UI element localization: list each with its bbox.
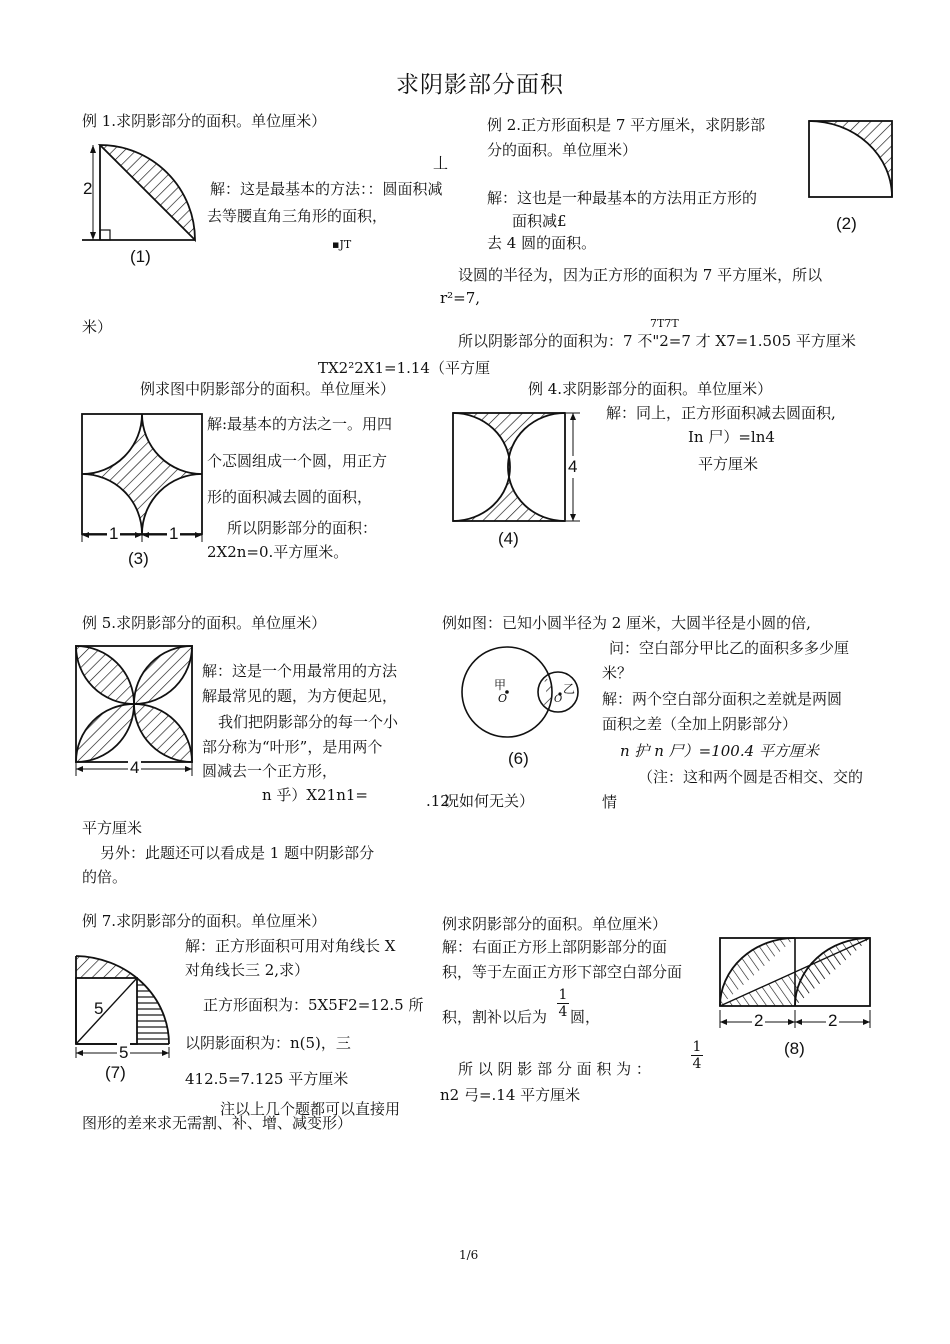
figure-1 [78,140,208,270]
ex8-fraction-1 [557,988,569,1019]
ex2-heading-line1: 例 2.正方形面积是 7 平方厘米，求阴影部 [487,116,766,134]
ex5-solution-line6: n 乎）X21n1= [262,786,368,804]
fig7-dim-bottom: 5 [119,1043,129,1062]
ex5-solution-line5: 圆减去一个正方形， [202,762,338,780]
ex1-solution-line2: 去等腰直角三角形的面积， [207,207,388,225]
ex1-solution-line1: 解：这是最基本的方法：：圆面积减 [210,180,443,198]
ex4-solution-line2: In 尸）=ln4 [688,428,775,446]
ex7-note-line1: 注以上几个题都可以直接用 [220,1100,401,1118]
figure-4 [448,408,588,558]
ex6-note-line1: （注：这和两个圆是否相交、交的 [638,768,864,786]
ex7-solution-line2: 对角线长三 2,求） [185,961,310,979]
ex6-solution-line3: n 护 n 尸）=100.4 平方厘米 [620,742,819,760]
ex8-solution-line3a: 积，割补以后为 [442,1008,548,1026]
fig3-label: (3) [128,549,149,568]
ex2-solution-line5: r²=7, [440,289,481,307]
ex8-fraction-2-num: 1 [692,1039,702,1055]
fig6-center-big: O [498,692,508,705]
ex7-note-line2: 图形的差来求无需割、补、增、减变形） [82,1114,353,1132]
ex2-result: 所以阴影部分的面积为：7 不"2=7 才 X7=1.505 平方厘米 [458,332,856,350]
fig6-label: (6) [508,749,529,768]
ex8-solution-line1: 解：右面正方形上部阴影部分的面 [442,938,668,956]
figure-2 [806,118,896,238]
figure-5 [72,642,197,782]
ex8-solution-line3b: 圆， [570,1008,601,1026]
fig1-label: (1) [130,247,151,266]
figure-8 [716,934,876,1064]
ex5-unit: 平方厘米 [82,819,143,837]
figure-3 [78,410,208,568]
ex7-solution-line5: 412.5=7.125 平方厘米 [185,1070,349,1088]
ex3-solution-line5: 2X2n=0.平方厘米。 [207,543,349,561]
ex2-solution-line4: 设圆的半径为，因为正方形的面积为 7 平方厘米，所以 [458,266,823,284]
ex8-fraction-2 [691,1040,703,1071]
fig3-dim-right: 1 [169,524,179,543]
ex4-solution-line3: 平方厘米 [698,455,759,473]
fig8-dim-right: 2 [828,1011,838,1030]
ex6-heading: 例如图：已知小圆半径为 2 厘米，大圆半径是小圆的倍, [442,614,811,632]
fig8-dim-left: 2 [754,1011,764,1030]
ex4-solution-line1: 解：同上，正方形面积减去圆面积, [606,404,836,422]
fig5-dim-label: 4 [130,758,140,777]
fig8-label: (8) [784,1039,805,1058]
page-number: 1/6 [459,1248,479,1262]
ex1-stray-mark: 丄 [433,154,449,172]
ex1-mark: ▪JT [332,238,352,251]
ex8-solution-line5: n2 弓=.14 平方厘米 [440,1086,581,1104]
figure-6 [458,632,598,782]
ex4-heading: 例 4.求阴影部分的面积。单位厘米） [528,380,773,398]
ex3-solution-line3: 形的面积减去圆的面积， [207,488,373,506]
fig4-label: (4) [498,529,519,548]
ex5-solution-line2: 解最常见的题，为方便起见， [202,687,398,705]
fig4-dim-label: 4 [568,457,578,476]
ex3-solution-line1: 解:最基本的方法之一。用四 [207,415,393,433]
ex8-fraction-1-den: 4 [558,1004,568,1020]
fig7-label: (7) [105,1063,126,1082]
ex3-solution-line4: 所以阴影部分的面积： [227,519,378,537]
ex2-heading-line2: 分的面积。单位厘米） [487,141,638,159]
ex1-unit-continued: 米） [82,318,113,336]
fig6-center-small: O [554,694,563,705]
ex6-note-line2: 情 [602,793,618,811]
figure-7 [72,952,182,1082]
ex8-fraction-2-den: 4 [692,1056,702,1072]
ex5-solution-line3: 我们把阴影部分的每一个小 [218,713,399,731]
fig3-dim-left: 1 [109,524,119,543]
ex6-solution-line1: 解：两个空白部分面积之差就是两圆 [602,690,843,708]
ex5-extra-line2: 的倍。 [82,868,128,886]
ex1-heading: 例 1.求阴影部分的面积。单位厘米） [82,112,327,130]
ex6-solution-line2: 面积之差（全加上阴影部分） [602,715,798,733]
ex5-solution-line1: 解：这是一个用最常用的方法 [202,662,398,680]
ex8-heading: 例求阴影部分的面积。单位厘米） [442,915,668,933]
ex7-solution-line1: 解：正方形面积可用对角线长 X [185,937,396,955]
ex2-solution-line1: 解：这也是一种最基本的方法用正方形的 [487,189,758,207]
ex7-heading: 例 7.求阴影部分的面积。单位厘米） [82,912,327,930]
ex3-heading: 例求图中阴影部分的面积。单位厘米） [140,380,396,398]
ex2-solution-line3: 去 4 圆的面积。 [487,234,597,252]
ex2-solution-line2: 面积减£ [512,212,567,230]
ex8-solution-line4: 所 以 阴 影 部 分 面 积 为 ： [458,1060,651,1078]
fig6-label-jia: 甲 [494,678,507,692]
fig6-label-yi: 乙 [563,682,576,696]
ex6-note-line3: 况如何无关） [444,792,535,810]
ex5-extra-line1: 另外：此题还可以看成是 1 题中阴影部分 [100,844,375,862]
ex7-solution-line4: 以阴影面积为：n(5)，三 [185,1034,351,1052]
fig2-label: (2) [836,214,857,233]
ex7-solution-line3: 正方形面积为：5X5F2=12.5 所 [203,996,424,1014]
ex6-question-line1: 问：空白部分甲比乙的面积多多少厘 [609,639,850,657]
ex8-fraction-1-num: 1 [558,987,568,1003]
ex3-solution-line2: 个忑圆组成一个圆，用正方 [207,452,388,470]
fig7-dim-diagonal: 5 [94,999,104,1018]
ex5-heading: 例 5.求阴影部分的面积。单位厘米） [82,614,327,632]
ex5-solution-value: .12 [426,792,450,810]
ex2-superscript: 7T7T [650,317,679,330]
page-title: 求阴影部分面积 [396,72,564,98]
ex8-solution-line2: 积，等于左面正方形下部空白部分面 [442,963,683,981]
ex5-solution-line4: 部分称为“叶形”，是用两个 [202,738,383,756]
fig1-dim-label: 2 [83,179,93,198]
ex1-calculation: TX2²2X1=1.14（平方厘 [318,359,490,377]
ex6-question-line2: 米？ [602,664,633,682]
